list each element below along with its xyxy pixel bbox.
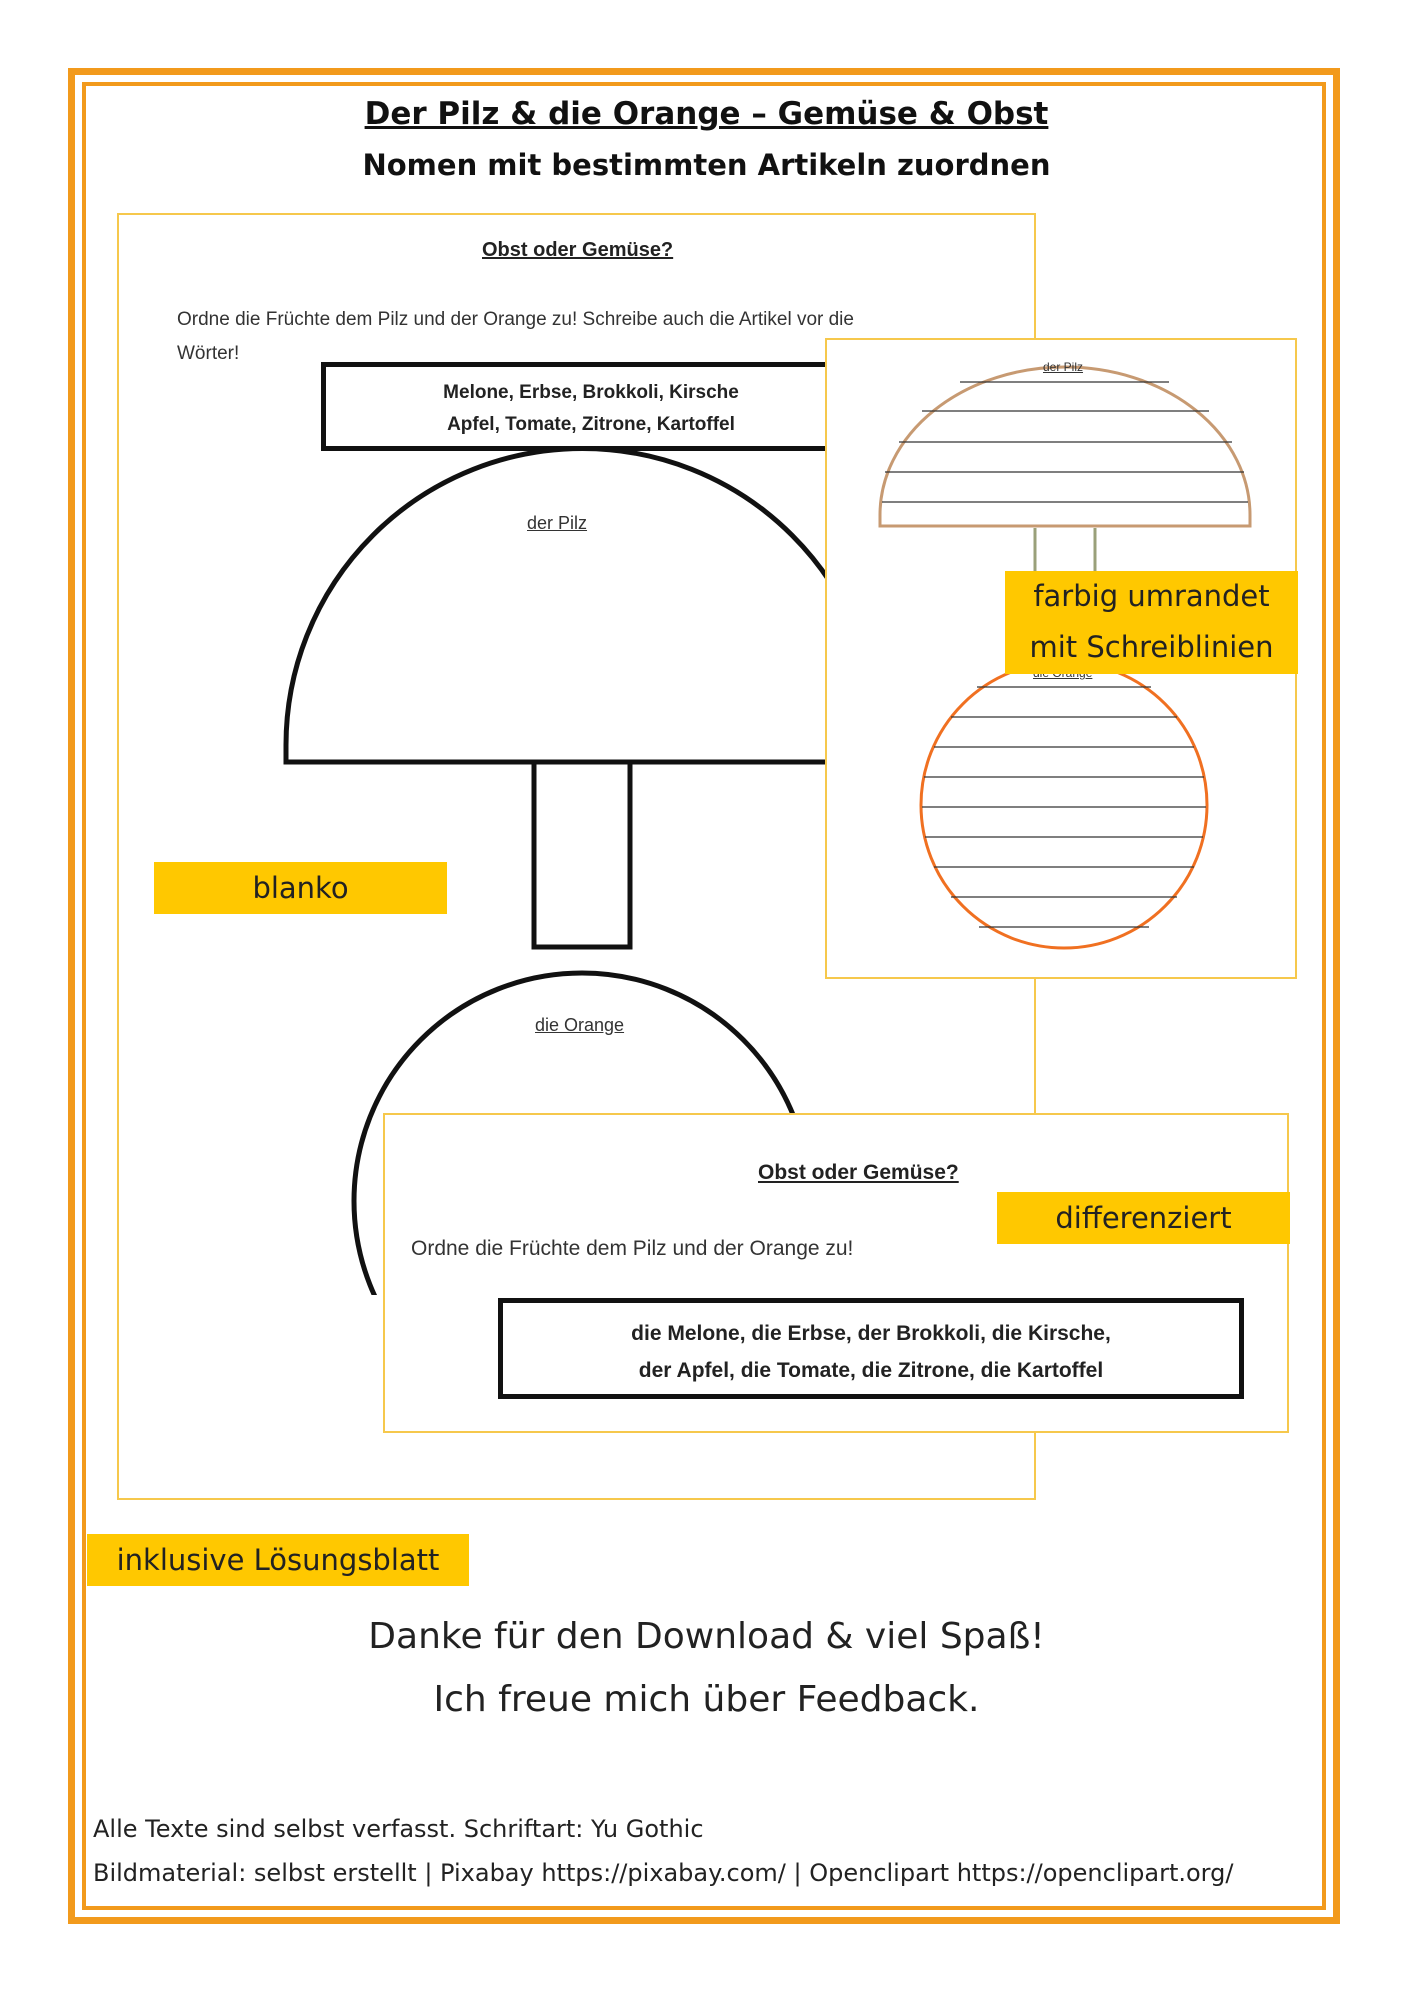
badge-differentiated: differenziert: [997, 1192, 1290, 1244]
thanks-line1: Danke für den Download & viel Spaß!: [368, 1616, 1045, 1657]
badge-colored: [1005, 571, 1298, 674]
mushroom-label: der Pilz: [527, 513, 588, 533]
differentiated-word-box-line2: der Apfel, die Tomate, die Zitrone, die Kartoffel: [638, 1359, 1104, 1382]
mushroom-stem: [534, 762, 630, 947]
differentiated-heading: Obst oder Gemüse?: [758, 1161, 959, 1184]
badge-blank: blanko: [154, 862, 447, 914]
badge-solution-sheet: inklusive Lösungsblatt: [87, 1534, 469, 1586]
page-title: Der Pilz & die Orange – Gemüse & Obst: [364, 96, 1049, 132]
page-subtitle: Nomen mit bestimmten Artikeln zuordnen: [362, 148, 1051, 182]
colored-mushroom-label: der Pilz: [1043, 360, 1084, 374]
word-box-line2: Apfel, Tomate, Zitrone, Kartoffel: [447, 414, 735, 435]
worksheet-heading: Obst oder Gemüse?: [482, 239, 674, 261]
word-box-line1: Melone, Erbse, Brokkoli, Kirsche: [443, 382, 739, 403]
differentiated-word-box: [498, 1298, 1244, 1399]
badge-colored-line1: farbig umrandet: [1033, 579, 1270, 613]
worksheet-instruction-line1: Ordne die Früchte dem Pilz und der Orange zu! Schreibe auch die Artikel vor die: [177, 309, 854, 330]
worksheet-differentiated-preview: [383, 1113, 1289, 1433]
badge-colored-line2: mit Schreiblinien: [1029, 630, 1274, 664]
thanks-line2: Ich freue mich über Feedback.: [433, 1679, 980, 1720]
colored-orange-circle: [921, 662, 1207, 948]
credit-line1: Alle Texte sind selbst verfasst. Schriftart: Yu Gothic: [93, 1815, 704, 1843]
differentiated-word-box-line1: die Melone, die Erbse, der Brokkoli, die Kirsche,: [631, 1322, 1111, 1345]
orange-label: die Orange: [535, 1015, 625, 1035]
credit-line2: Bildmaterial: selbst erstellt | Pixabay https://pixabay.com/ | Openclipart https://openclipart.org/: [93, 1859, 1234, 1887]
mushroom-cap: [286, 449, 879, 763]
differentiated-instruction: Ordne die Früchte dem Pilz und der Orange zu!: [411, 1237, 854, 1260]
worksheet-instruction-line2: Wörter!: [177, 343, 240, 364]
